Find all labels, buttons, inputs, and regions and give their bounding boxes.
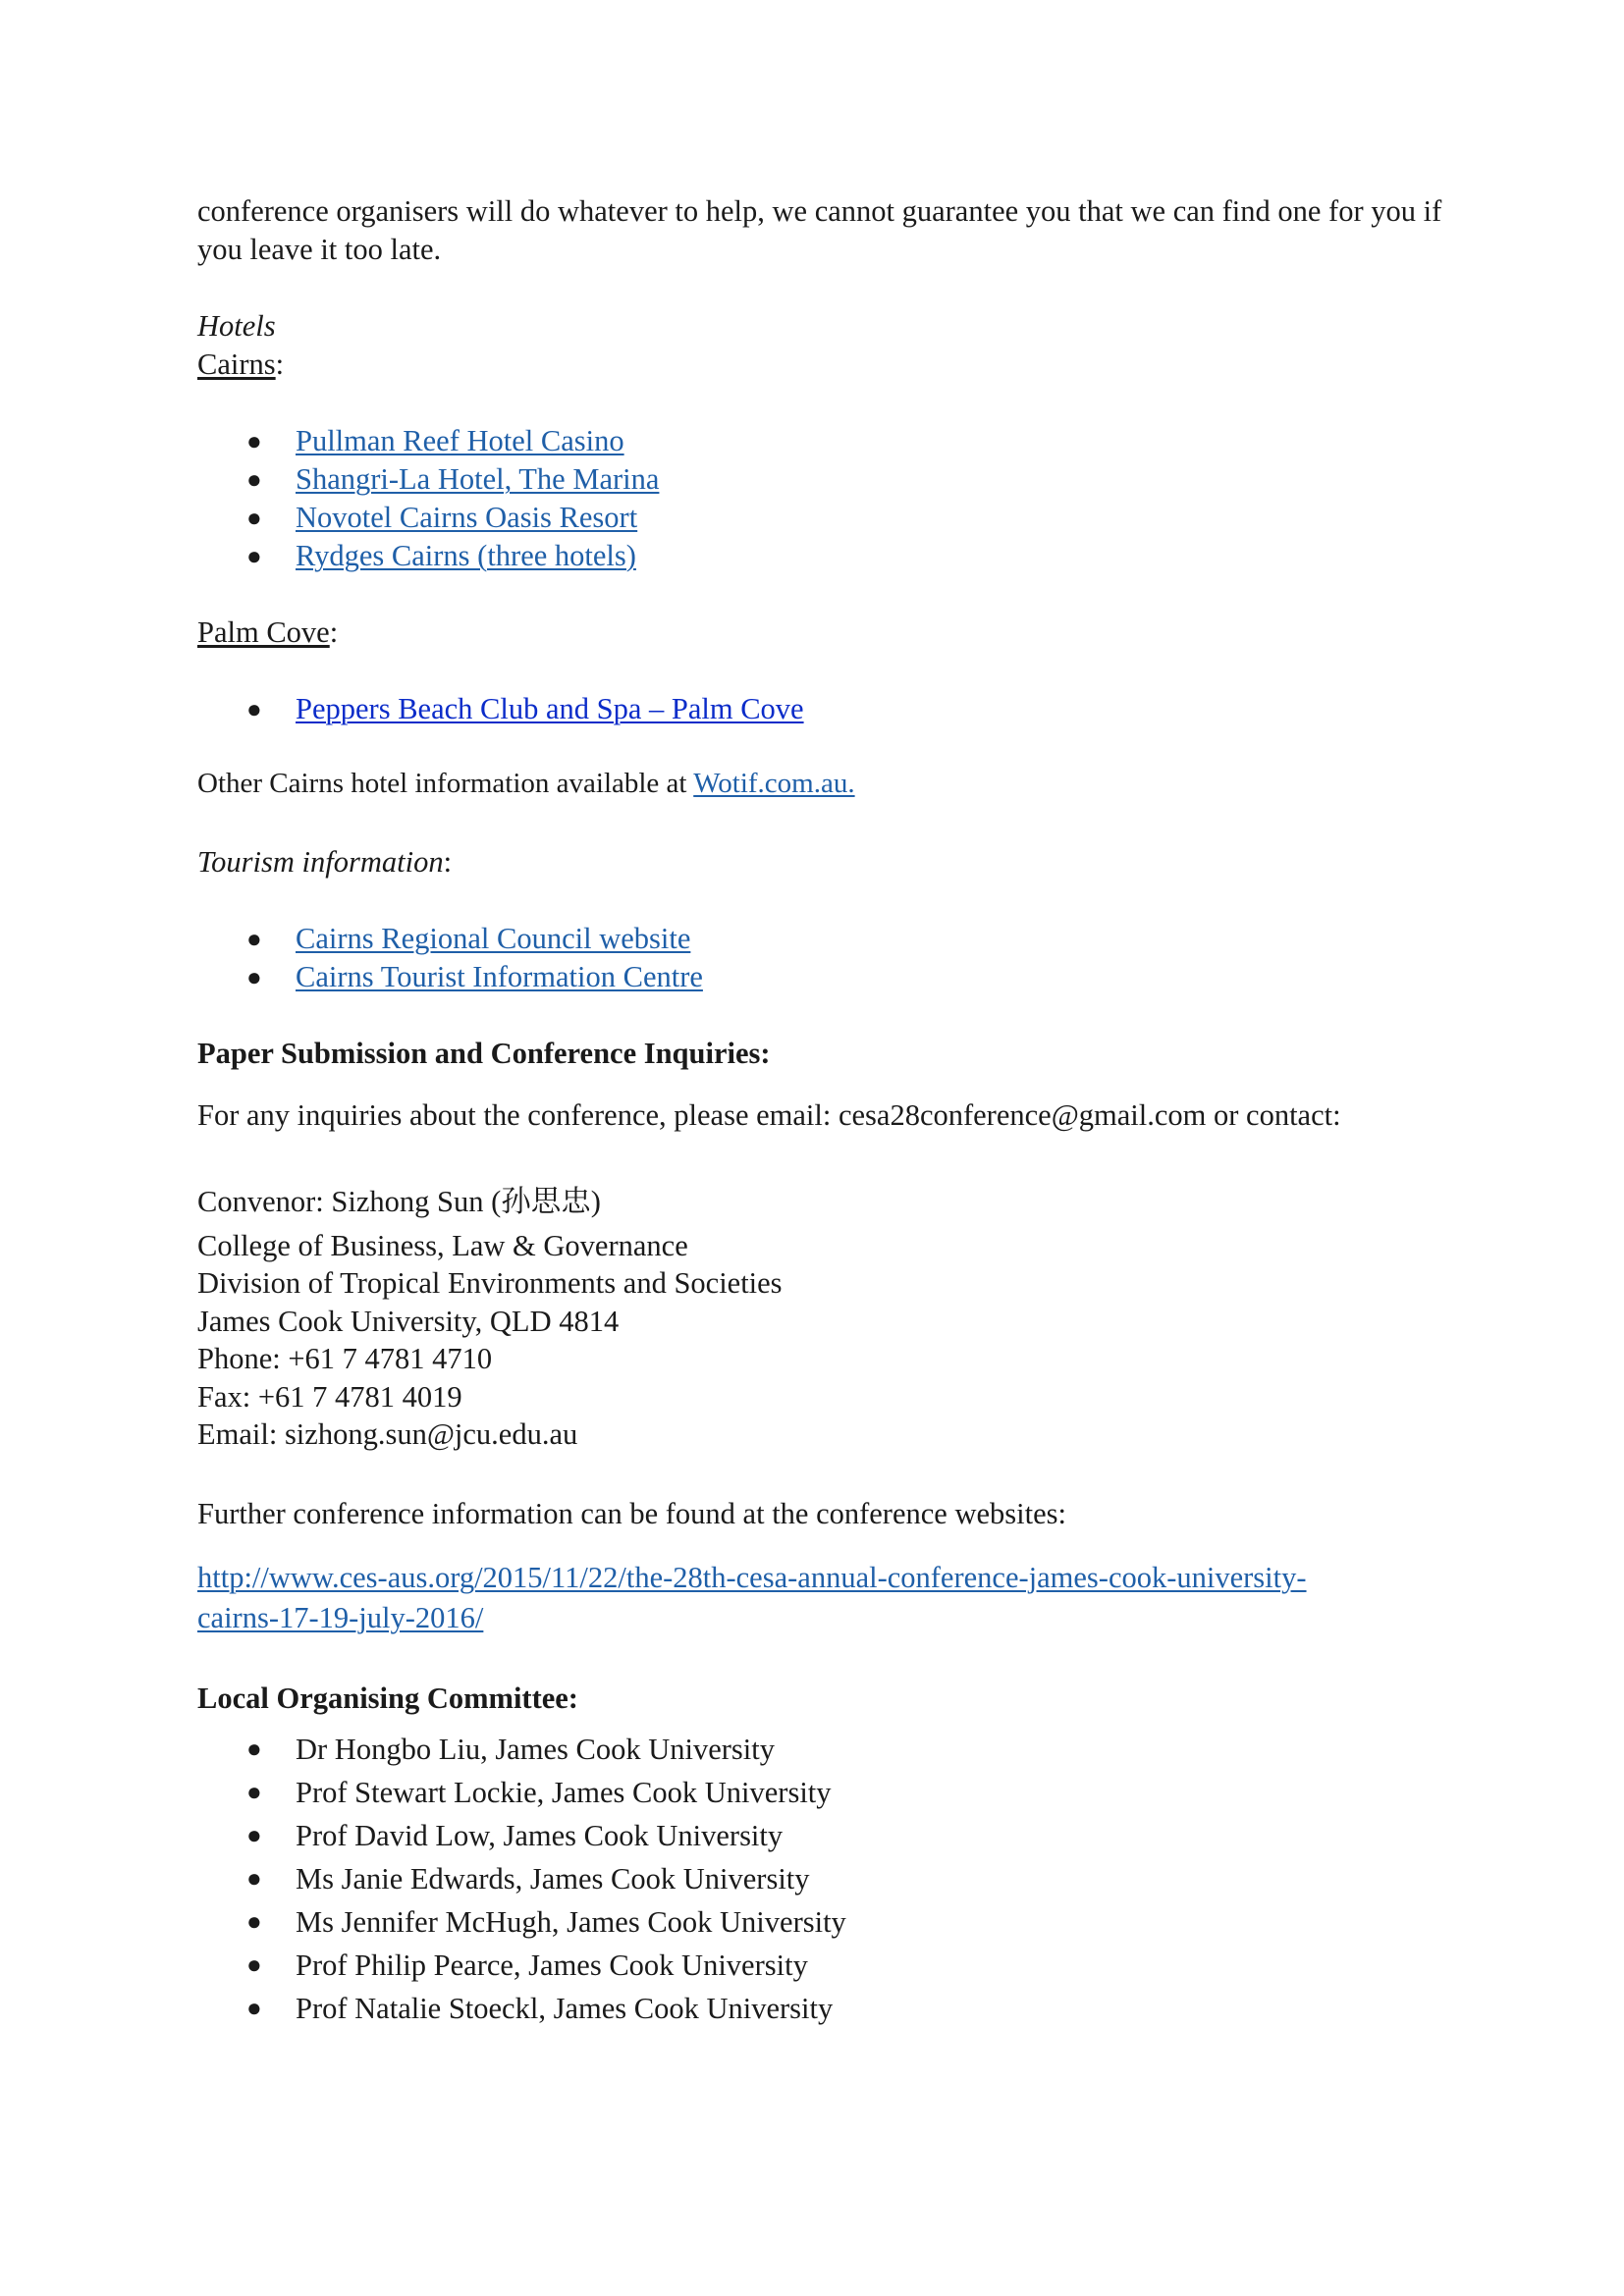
wotif-link[interactable]: Wotif.com.au. <box>693 768 855 799</box>
division-line: Division of Tropical Environments and Societies <box>197 1266 783 1300</box>
palm-cove-label-text: Palm Cove <box>197 615 330 649</box>
palm-cove-label-colon: : <box>329 615 339 649</box>
bullet-icon: ● <box>246 925 262 953</box>
fax-line: Fax: +61 7 4781 4019 <box>197 1379 462 1414</box>
bullet-icon: ● <box>246 1906 262 1936</box>
list-item <box>197 1771 1454 1814</box>
committee-member: Dr Hongbo Liu, James Cook University <box>296 1732 775 1766</box>
committee-list <box>197 1728 1454 2030</box>
list-item <box>197 920 1454 958</box>
hotel-link-peppers[interactable]: Peppers Beach Club and Spa – Palm Cove <box>296 692 804 725</box>
bullet-icon: ● <box>246 427 262 455</box>
cairns-label-colon: : <box>275 347 285 381</box>
list-item <box>197 1987 1454 2030</box>
committee-member: Ms Jennifer McHugh, James Cook University <box>296 1904 846 1939</box>
bullet-icon: ● <box>246 1777 262 1806</box>
bullet-icon: ● <box>246 465 262 494</box>
further-info-text: Further conference information can be found at the conference websites: <box>197 1496 1066 1530</box>
committee-member: Ms Janie Edwards, James Cook University <box>296 1861 810 1896</box>
document-page <box>197 192 1454 2030</box>
bullet-icon: ● <box>246 695 262 723</box>
hotel-link-novotel[interactable]: Novotel Cairns Oasis Resort <box>296 501 638 534</box>
hotel-link-rydges[interactable]: Rydges Cairns (three hotels) <box>296 539 636 572</box>
hotel-link-shangri-la[interactable]: Shangri-La Hotel, The Marina <box>296 462 660 496</box>
list-item <box>197 422 1454 460</box>
list-item <box>197 1728 1454 1771</box>
list-item <box>197 460 1454 499</box>
bullet-icon: ● <box>246 1993 262 2022</box>
bullet-icon: ● <box>246 504 262 532</box>
bullet-icon: ● <box>246 1820 262 1849</box>
committee-member: Prof David Low, James Cook University <box>296 1818 784 1852</box>
list-item <box>197 958 1454 996</box>
cairns-hotel-list <box>197 422 1454 575</box>
list-item <box>197 499 1454 537</box>
list-item <box>197 690 1454 728</box>
bullet-icon: ● <box>246 1734 262 1763</box>
college-line: College of Business, Law & Governance <box>197 1228 688 1262</box>
conference-website-link-block <box>197 1558 1454 1638</box>
bullet-icon: ● <box>246 963 262 991</box>
intro-paragraph: conference organisers will do whatever to help, we cannot guarantee you that we can find one for you if you leave it too late. <box>197 194 1442 266</box>
tourism-heading-colon: : <box>443 845 453 879</box>
tourism-link-info-centre[interactable]: Cairns Tourist Information Centre <box>296 960 703 993</box>
tourism-heading <box>197 843 1454 881</box>
other-hotels-text: Other Cairns hotel information available at <box>197 768 694 799</box>
committee-member: Prof Natalie Stoeckl, James Cook University <box>296 1991 834 2025</box>
university-line: James Cook University, QLD 4814 <box>197 1304 620 1338</box>
hotel-link-pullman[interactable]: Pullman Reef Hotel Casino <box>296 424 624 457</box>
committee-heading: Local Organising Committee: <box>197 1681 578 1715</box>
bullet-icon: ● <box>246 1863 262 1893</box>
hotels-heading: Hotels <box>197 309 276 343</box>
committee-member: Prof Stewart Lockie, James Cook University <box>296 1775 832 1809</box>
cairns-label-text: Cairns <box>197 347 276 381</box>
phone-line: Phone: +61 7 4781 4710 <box>197 1342 493 1375</box>
committee-member: Prof Philip Pearce, James Cook University <box>296 1948 808 1982</box>
email-line: Email: sizhong.sun@jcu.edu.au <box>197 1417 578 1451</box>
bullet-icon: ● <box>246 1949 262 1979</box>
list-item <box>197 1857 1454 1900</box>
inquiries-heading: Paper Submission and Conference Inquiries: <box>197 1037 771 1070</box>
inquiries-text: For any inquiries about the conference, please email: cesa28conference@gmail.com or contact: <box>197 1098 1341 1132</box>
tourism-list <box>197 920 1454 996</box>
list-item <box>197 1944 1454 1987</box>
other-hotels-line <box>197 765 1454 803</box>
conference-website-link-line1[interactable]: http://www.ces-aus.org/2015/11/22/the-28th-cesa-annual-conference-james-cook-university- <box>197 1560 1307 1594</box>
cairns-label <box>197 346 1454 384</box>
tourism-link-council[interactable]: Cairns Regional Council website <box>296 922 691 955</box>
palm-cove-hotel-list <box>197 690 1454 728</box>
conference-website-link-line2[interactable]: cairns-17-19-july-2016/ <box>197 1600 484 1634</box>
list-item <box>197 1814 1454 1857</box>
convenor-line: Convenor: Sizhong Sun (孙思忠) <box>197 1185 601 1218</box>
bullet-icon: ● <box>246 542 262 570</box>
tourism-heading-text: Tourism information <box>197 845 444 879</box>
list-item <box>197 537 1454 575</box>
contact-block <box>197 1183 1454 1454</box>
palm-cove-label <box>197 614 1454 652</box>
list-item <box>197 1900 1454 1944</box>
